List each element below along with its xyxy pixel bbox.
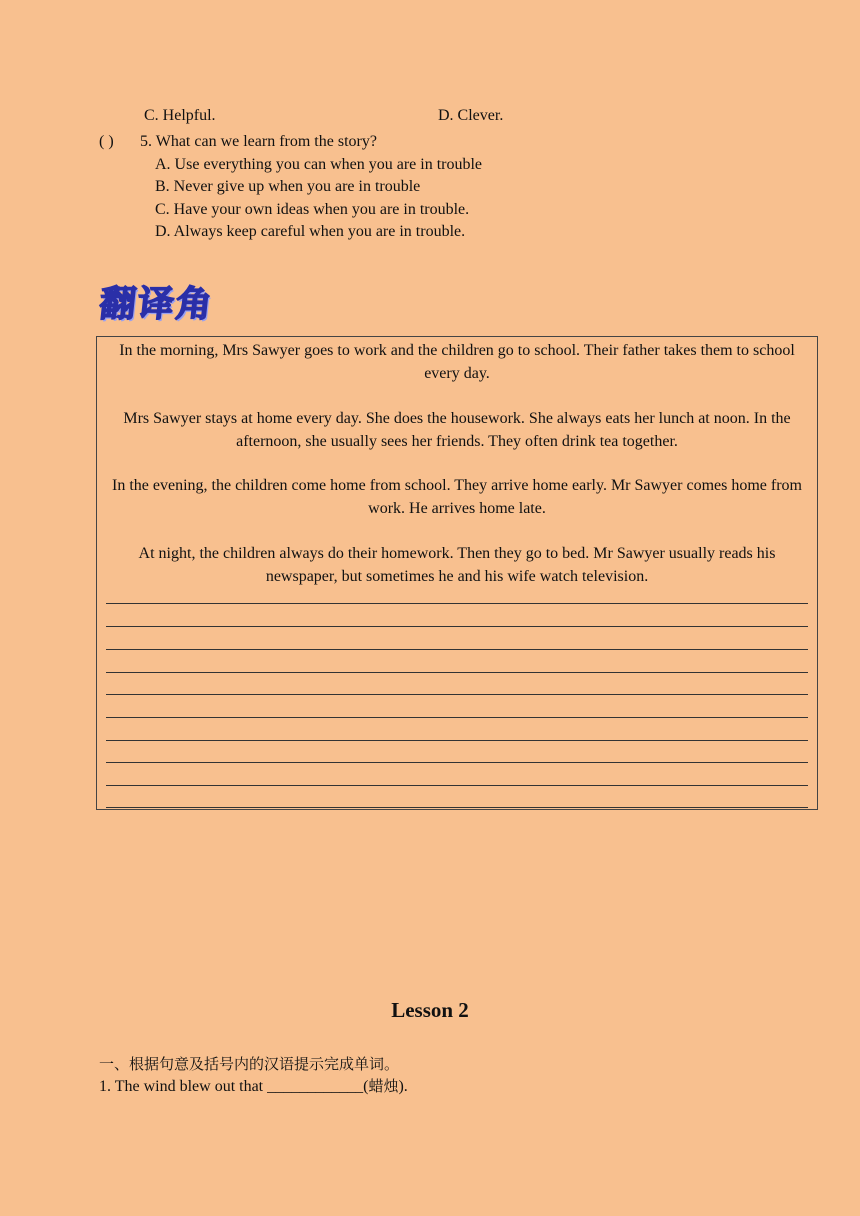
q5-stem: 5. What can we learn from the story?: [140, 133, 377, 150]
q5-option-c: C. Have your own ideas when you are in trouble.: [155, 201, 470, 218]
exercise-item-1-text: 1. The wind blew out that ____________(: [99, 1078, 369, 1095]
passage-paragraph-2: Mrs Sawyer stays at home every day. She does the housework. She always eats her lunch at noon. In the afternoon, she usually sees her friends. They often drink tea together.: [123, 410, 791, 450]
answer-line[interactable]: [106, 717, 808, 718]
answer-line[interactable]: [106, 672, 808, 673]
lesson-title: Lesson 2: [391, 998, 469, 1022]
q5-option-b: B. Never give up when you are in trouble: [155, 178, 421, 195]
translation-box: [96, 336, 818, 810]
passage-paragraph-3: In the evening, the children come home from school. They arrive home early. Mr Sawyer comes home from work. He arrives home late.: [112, 477, 802, 517]
answer-line[interactable]: [106, 762, 808, 763]
q5-option-a: A. Use everything you can when you are in trouble: [155, 156, 483, 173]
exercise-item-1-hint: 蜡烛: [368, 1077, 399, 1095]
exercise-section-heading: 一、根据句意及括号内的汉语提示完成单词。: [99, 1055, 400, 1073]
translation-corner-heading: 翻译角: [97, 284, 216, 325]
answer-line[interactable]: [106, 785, 808, 786]
answer-line[interactable]: [106, 807, 808, 808]
q4-option-c: C. Helpful.: [144, 107, 216, 124]
q4-option-d: D. Clever.: [438, 107, 504, 124]
answer-line[interactable]: [106, 626, 808, 627]
answer-line[interactable]: [106, 694, 808, 695]
answer-line[interactable]: [106, 649, 808, 650]
passage-paragraph-4: At night, the children always do their homework. Then they go to bed. Mr Sawyer usually reads his newspaper, but sometimes he and his wife watch television.: [138, 545, 776, 585]
q5-option-d: D. Always keep careful when you are in trouble.: [155, 223, 466, 240]
passage-paragraph-1: In the morning, Mrs Sawyer goes to work and the children go to school. Their father takes them to school every day.: [119, 342, 795, 382]
answer-line[interactable]: [106, 740, 808, 741]
exercise-item-1-end: ).: [398, 1078, 408, 1095]
answer-line[interactable]: [106, 603, 808, 604]
exercise-item-1: [99, 1076, 408, 1097]
q5-answer-paren: ( ): [99, 133, 114, 150]
